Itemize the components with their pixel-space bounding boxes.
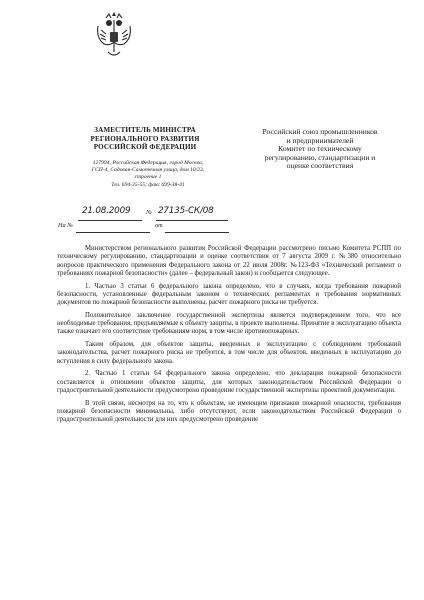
body-paragraph-1: Министерством регионального развития Российской Федерации рассмотрено письмо Комитета РСПП по техническому регулированию, стандартизации и оценке соответствия от 7 августа 2009 г. №380 относительно вопросов практического применения Федерального закона от 22 июля 2008г. №123-ФЗ «Технический регламент о требованиях пожарной безопасности» (далее – федеральный закон) и сообщается следующее.	[57, 245, 401, 277]
recipient-line-2: и предпринимателей	[286, 135, 354, 145]
address-line-4: Тел. 694-35-55; факс 699-38-41	[111, 181, 185, 188]
recipient-line-1: Российский союз промышленников	[262, 127, 378, 136]
sender-header	[60, 126, 230, 152]
sender-title-line-2: РЕГИОНАЛЬНОГО РАЗВИТИЯ	[90, 134, 200, 143]
reference-date-underline	[165, 222, 229, 233]
reference-from-label: от	[155, 222, 163, 229]
body-paragraph-5: 2. Частью 1 статьи 64 федерального закона определено, что декларация пожарной безопасности составляется в отношении объектов защиты, для которых законодательством Российской Федерации о градостроительной деятельности предусмотрено проведение государственной экспертизы проектной документации.	[57, 370, 401, 395]
reference-label: На №	[58, 222, 73, 229]
address-line-2: ГСП-4, Садовая-Самотечная улица, дом 10/23,	[91, 167, 205, 174]
letter-body	[57, 245, 401, 429]
registration-date: 21.08.2009	[82, 206, 131, 216]
body-paragraph-3: Положительное заключение государственной экспертизы является подтверждением того, что все необходимые требования, предъявляемые к объекту защиты, в проекте выполнены. Принятие в эксплуатацию объекта также означает его соответствие требованиям норм, в том числе противопожарных.	[57, 311, 401, 336]
sender-title-line-3: РОССИЙСКОЙ ФЕДЕРАЦИИ	[93, 143, 197, 152]
registration-number: 27135-СК/08	[158, 206, 214, 216]
body-paragraph-2: 1. Частью 3 статьи 6 федерального закона определено, что в случаях, когда требования пожарной безопасности, установленные федеральным законом о технических регламентах и требования нормативных документов по пожарной безопасности выполнены, расчет пожарного риска не требуется.	[57, 282, 401, 307]
sender-address	[73, 160, 223, 189]
reference-underline	[76, 222, 150, 233]
address-line-1: 127994, Российская Федерация, город Москва,	[92, 160, 204, 166]
sender-title-line-1: ЗАМЕСТИТЕЛЬ МИНИСТРА	[94, 126, 196, 134]
coat-of-arms-emblem	[92, 12, 136, 62]
recipient-line-5: оценке соответствия	[286, 161, 354, 171]
body-paragraph-6: В этой связи, несмотря на то, что к объектам, не имеющим признаков пожарной опасности, требования пожарной безопасности минимальны, либо отсутствуют, если законодательством Российской Федерации о градостроительной деятельности для них предусмотрено проведение	[57, 399, 401, 424]
address-line-3: строение 1	[134, 174, 162, 181]
recipient-header	[234, 128, 406, 171]
recipient-line-4: регулированию, стандартизации и	[264, 152, 376, 162]
registration-number-label: №	[146, 209, 152, 216]
body-paragraph-4: Таким образом, для объектов защиты, введенных в эксплуатацию с соблюдением требований законодательства, расчет пожарного риска не требуется, в том числе для объектов, введенных в эксплуатацию до вступления в силу федерального закона.	[57, 341, 401, 365]
recipient-line-3: Комитет по техническому	[278, 144, 362, 154]
